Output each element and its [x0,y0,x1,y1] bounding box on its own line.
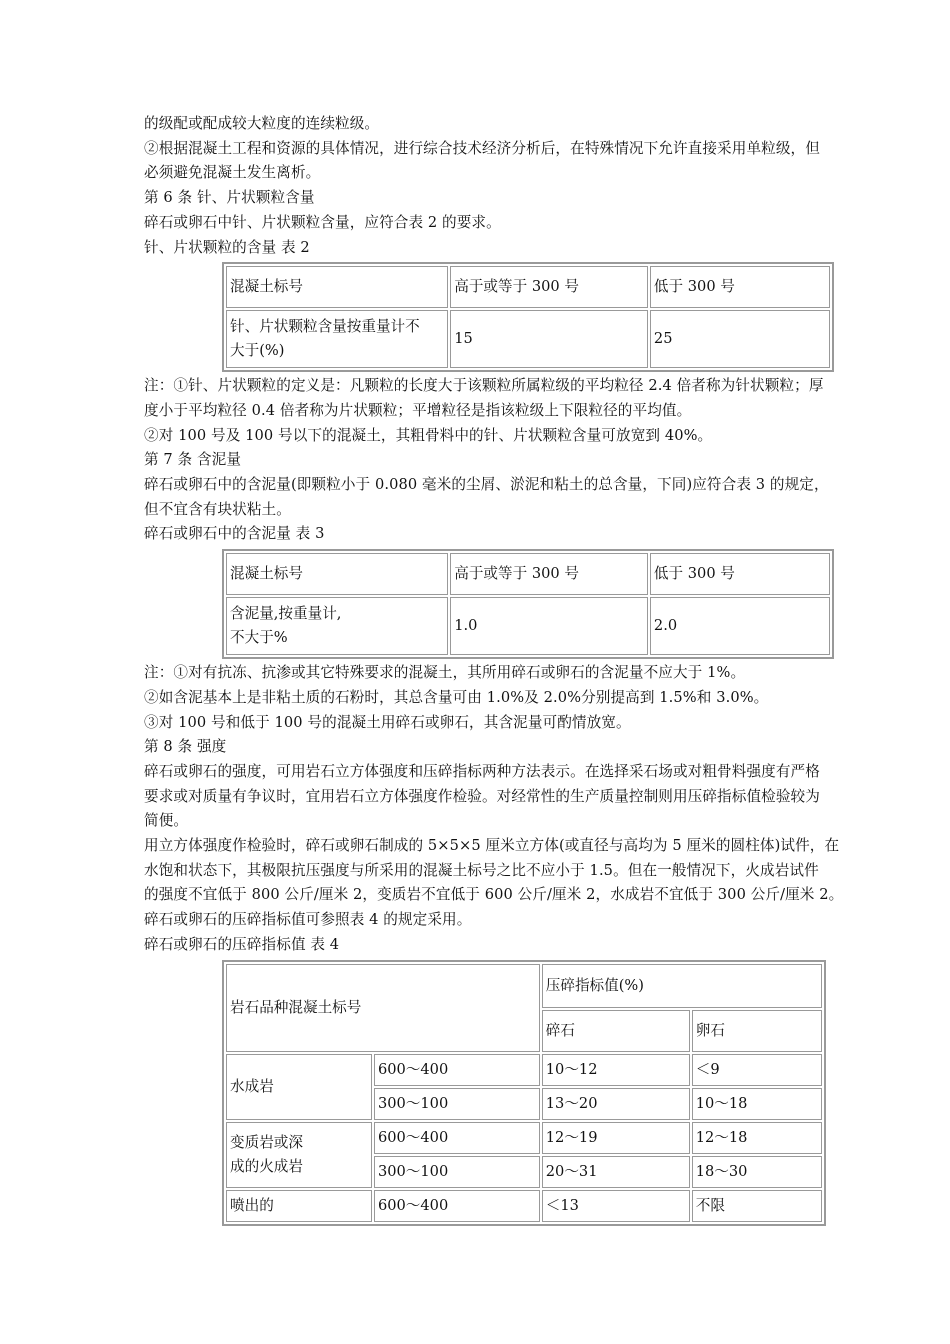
paragraph: 的强度不宜低于 800 公斤/厘米 2，变质岩不宜低于 600 公斤/厘米 2，水成岩不宜低于 300 公斤/厘米 2。 [144,886,844,904]
note: 度小于平均粒径 0.4 倍者称为片状颗粒；平增粒径是指该粒级上下限粒径的平均值。 [144,401,692,419]
group-name-line: 变质岩或深 [230,1133,303,1151]
paragraph: 碎石或卵石的强度，可用岩石立方体强度和压碎指标两种方法表示。在选择采石场或对粗骨料强度有严格 [144,762,820,780]
table-row [226,266,830,308]
table-cell: 10～12 [542,1054,690,1086]
table-header-cell: 低于 300 号 [650,553,830,595]
section-heading: 第 7 条 含泥量 [144,451,242,469]
table-3 [222,549,834,659]
table-cell: 1.0 [450,597,648,655]
paragraph: 碎石或卵石中的含泥量(即颗粒小于 0.080 毫米的尘屑、淤泥和粘土的总含量，下同)应符合表 3 的规定， [144,476,829,494]
table-header-cell: 高于或等于 300 号 [450,553,648,595]
note: ②如含泥基本上是非粘土质的石粉时，其总含量可由 1.0%及 2.0%分别提高到 1.5%和 3.0%。 [144,688,769,706]
paragraph: 碎石或卵石中针、片状颗粒含量，应符合表 2 的要求。 [144,213,501,231]
paragraph: 要求或对质量有争议时，宜用岩石立方体强度作检验。对经常性的生产质量控制则用压碎指标值检验较为 [144,787,820,805]
row-label-line: 大于(%) [230,342,285,360]
table-caption: 针、片状颗粒的含量 表 2 [144,238,310,256]
table-cell: 20～31 [542,1156,690,1188]
table-4 [222,960,826,1226]
table-cell [226,1122,372,1188]
table-row [226,1122,822,1154]
table-caption: 碎石或卵石的压碎指标值 表 4 [144,935,340,953]
table-cell: 600～400 [374,1122,540,1154]
paragraph: 但不宜含有块状粘土。 [144,500,291,518]
table-row [226,597,830,655]
note: ②对 100 号及 100 号以下的混凝土，其粗骨料中的针、片状颗粒含量可放宽到 40%。 [144,426,713,444]
document-page [144,112,910,1226]
table-2 [222,262,834,372]
table-row [226,1190,822,1222]
table-header-cell: 岩石品种混凝土标号 [226,964,540,1052]
row-label-line: 针、片状颗粒含量按重量计不 [230,318,420,336]
paragraph: 水饱和状态下，其极限抗压强度与所采用的混凝土标号之比不应小于 1.5。但在一般情况下，火成岩试件 [144,861,819,879]
table-cell: 25 [650,310,830,368]
paragraph: 必须避免混凝土发生离析。 [144,164,321,182]
paragraph: ②根据混凝土工程和资源的具体情况，进行综合技术经济分析后，在特殊情况下允许直接采用单粒级，但 [144,139,820,157]
table-cell: 10～18 [692,1088,822,1120]
table-cell: 不限 [692,1190,822,1222]
note: 注：①对有抗冻、抗渗或其它特殊要求的混凝土，其所用碎石或卵石的含泥量不应大于 1%。 [144,664,746,682]
table-cell: 水成岩 [226,1054,372,1120]
table-header-cell: 混凝土标号 [226,553,448,595]
table-cell: 12～19 [542,1122,690,1154]
table-cell [226,310,448,368]
table-caption: 碎石或卵石中的含泥量 表 3 [144,525,325,543]
table-row [226,964,822,1008]
table-cell [226,597,448,655]
table-cell: 600～400 [374,1054,540,1086]
paragraph: 用立方体强度作检验时，碎石或卵石制成的 5×5×5 厘米立方体(或直径与高均为 5 厘米的圆柱体)试件，在 [144,837,840,855]
table-cell: 13～20 [542,1088,690,1120]
note: 注：①针、片状颗粒的定义是：凡颗粒的长度大于该颗粒所属粒级的平均粒径 2.4 倍者称为针状颗粒；厚 [144,377,824,395]
table-cell: 300～100 [374,1156,540,1188]
paragraph: 简便。 [144,812,189,830]
table-header-cell: 高于或等于 300 号 [450,266,648,308]
table-cell: ＜13 [542,1190,690,1222]
table-cell: 2.0 [650,597,830,655]
table-cell: 18～30 [692,1156,822,1188]
row-label-line: 含泥量,按重量计, [230,605,342,623]
note: ③对 100 号和低于 100 号的混凝土用碎石或卵石，其含泥量可酌情放宽。 [144,713,631,731]
paragraph: 碎石或卵石的压碎指标值可参照表 4 的规定采用。 [144,911,472,929]
table-cell: 12～18 [692,1122,822,1154]
table-header-cell: 卵石 [692,1010,822,1052]
table-cell: ＜9 [692,1054,822,1086]
row-label-line: 不大于% [230,629,288,647]
table-row [226,1054,822,1086]
table-cell: 15 [450,310,648,368]
paragraph: 的级配或配成较大粒度的连续粒级。 [144,115,380,132]
table-cell: 300～100 [374,1088,540,1120]
table-cell: 600～400 [374,1190,540,1222]
table-row [226,310,830,368]
table-header-cell: 碎石 [542,1010,690,1052]
table-row [226,553,830,595]
section-heading: 第 6 条 针、片状颗粒含量 [144,189,315,207]
table-header-cell: 混凝土标号 [226,266,448,308]
table-header-cell: 低于 300 号 [650,266,830,308]
table-cell: 喷出的 [226,1190,372,1222]
group-name-line: 成的火成岩 [230,1157,303,1175]
section-heading: 第 8 条 强度 [144,738,227,756]
table-header-cell: 压碎指标值(%) [542,964,822,1008]
